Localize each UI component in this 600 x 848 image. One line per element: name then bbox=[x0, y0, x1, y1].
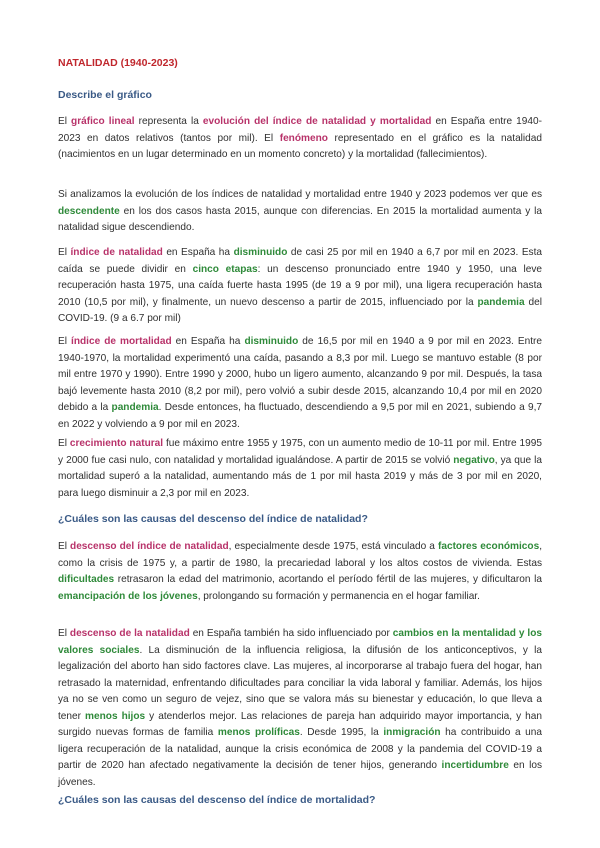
text-run: en España entre 1940-2023 en datos relativos (tantos por mil). El bbox=[58, 116, 542, 144]
text-run: , especialmente desde 1975, está vinculado a bbox=[228, 541, 438, 552]
text-run: , como la crisis de 1975 y, a partir de 1980, la precariedad laboral y los altos costos de vivienda. Estas bbox=[58, 541, 543, 569]
highlighted-term: disminuido bbox=[233, 247, 288, 258]
text-run: , ya que la mortalidad superó a la natalidad, aumentando más de 1 por mil hasta 2019 y más de 3 por mil en 2020, para luego disminuir a 2,3 por mil en 2023. bbox=[58, 454, 543, 499]
text-run: : un descenso pronunciado entre 1940 y 1950, una leve recuperación hasta 1975, una caída fuerte hasta 1995 (de 19 a 9 por mil), una ligera recuperación hasta 2010 (10,5 por mil), y finalmente, un nuevo descenso a partir de 2015, influenciado por la bbox=[58, 263, 542, 308]
highlighted-term: inmigración bbox=[383, 727, 441, 738]
highlighted-term: gráfico lineal bbox=[71, 116, 135, 127]
text-run: y atenderlos mejor. Las relaciones de pareja han adquirido mayor importancia, y han surgido nuevas formas de familia bbox=[58, 710, 542, 738]
paragraph-7 bbox=[58, 626, 542, 791]
highlighted-term: menos hijos bbox=[85, 710, 146, 722]
text-run: de 16,5 por mil en 1940 a 9 por mil en 2023. Entre 1940-1970, la mortalidad experimentó una caída, pasando a 8,3 por mil. Luego se mantuvo estable (8 por mil entre 1970 y 1990). Entre 1990 y 2000, hubo un ligero aumento, alcanzando 9 por mil. Después, la tasa bajó levemente hasta 2010 (8,2 por mil), pero volvió a subir desde 2015, alcanzando 10,4 por mil en 2020 debido a la bbox=[58, 336, 543, 413]
highlighted-term: incertidumbre bbox=[441, 760, 509, 771]
text-run: El bbox=[58, 438, 70, 449]
text-run: . Desde 1995, la bbox=[299, 727, 384, 738]
text-run: El bbox=[58, 336, 72, 347]
text-run: en los jóvenes. bbox=[58, 760, 542, 788]
highlighted-term: negativo bbox=[453, 454, 495, 466]
text-run: . La disminución de la influencia religiosa, la difusión de los anticonceptivos, y la legalización del aborto han sido factores clave. Las mujeres, al incorporarse al trabajo fuera del hogar, han retrasado la maternidad, enfrentando dificultades para conciliar la vida laboral y familiar. Además, los hijos ya no se ven como un seguro de vejez, sino que se valora más su bienestar y educación, lo que lleva a tener bbox=[58, 644, 542, 722]
highlighted-term: descenso de la natalidad bbox=[69, 628, 190, 639]
highlighted-term: factores económicos bbox=[437, 541, 540, 552]
highlighted-term: crecimiento natural bbox=[69, 438, 164, 449]
text-run: Si analizamos la evolución de los índices de natalidad y mortalidad entre 1940 y 2023 podemos ver que es bbox=[58, 189, 542, 200]
text-run: representa la bbox=[134, 116, 203, 127]
text-run: en España ha bbox=[162, 247, 234, 258]
text-run: El bbox=[58, 247, 71, 258]
highlighted-term: cinco etapas bbox=[192, 263, 258, 275]
highlighted-term: pandemia bbox=[477, 296, 525, 308]
text-run: . Desde entonces, ha fluctuado, descendiendo a 9,5 por mil en 2021, subiendo a 9,7 en 2022 y volviendo a 9 por mil en 2023. bbox=[58, 402, 542, 430]
text-run: en los dos casos hasta 2015, aunque con diferencias. En 2015 la mortalidad aumenta y la natalidad sigue descendiendo. bbox=[58, 205, 542, 233]
highlighted-term: disminuido bbox=[244, 336, 299, 347]
text-run: del COVID-19. (9 a 6.7 por mil) bbox=[58, 296, 542, 324]
paragraph-4 bbox=[58, 334, 542, 433]
section-heading-describe: Describe el gráfico bbox=[58, 89, 152, 101]
text-run: ha contribuido a una ligera recuperación de la natalidad, aunque la crisis económica de 2008 y la pandemia del COVID-19 a partir de 2020 han afectado negativamente la decisión de tener hijos, generando bbox=[58, 727, 542, 771]
paragraph-5 bbox=[58, 436, 542, 502]
paragraph-1 bbox=[58, 114, 542, 164]
highlighted-term: descendente bbox=[58, 205, 120, 217]
text-run: de casi 25 por mil en 1940 a 6,7 por mil en 2023. Esta caída se puede dividir en bbox=[58, 247, 543, 275]
highlighted-term: evolución del índice de natalidad y mortalidad bbox=[202, 116, 432, 127]
text-run: El bbox=[58, 628, 70, 639]
highlighted-term: índice de natalidad bbox=[70, 247, 163, 258]
text-run: , prolongando su formación y permanencia en el hogar familiar. bbox=[197, 590, 480, 602]
highlighted-term: descenso del índice de natalidad bbox=[70, 541, 229, 552]
document-title: NATALIDAD (1940-2023) bbox=[58, 57, 178, 69]
text-run: representado en el gráfico es la natalidad (nacimientos en un lugar determinado en un momento concreto) y la mortalidad (fallecimientos). bbox=[58, 132, 543, 160]
highlighted-term: cambios en la mentalidad y los valores sociales bbox=[58, 628, 543, 656]
paragraph-6 bbox=[58, 539, 542, 605]
text-run: retrasaron la edad del matrimonio, acortando el período fértil de las mujeres, y dificultaron la bbox=[114, 574, 542, 585]
paragraph-3 bbox=[58, 245, 542, 328]
highlighted-term: pandemia bbox=[111, 402, 159, 413]
text-run: El bbox=[58, 541, 71, 552]
highlighted-term: menos prolíficas bbox=[217, 727, 300, 738]
section-heading-mortalidad-causes: ¿Cuáles son las causas del descenso del índice de mortalidad? bbox=[58, 794, 376, 806]
text-run: en España ha bbox=[171, 336, 245, 347]
section-heading-natalidad-causes: ¿Cuáles son las causas del descenso del índice de natalidad? bbox=[58, 513, 368, 525]
highlighted-term: fenómeno bbox=[279, 132, 328, 144]
text-run: fue máximo entre 1955 y 1975, con un aumento medio de 10-11 por mil. Entre 1995 y 2000 fue casi nulo, con natalidad y mortalidad igualándose. A partir de 2015 se volvió bbox=[58, 438, 543, 466]
text-run: en España también ha sido influenciado por bbox=[189, 628, 393, 639]
highlighted-term: dificultades bbox=[58, 574, 115, 585]
text-run: El bbox=[58, 116, 72, 127]
highlighted-term: índice de mortalidad bbox=[71, 336, 172, 347]
paragraph-2 bbox=[58, 187, 542, 237]
highlighted-term: emancipación de los jóvenes bbox=[58, 590, 198, 602]
